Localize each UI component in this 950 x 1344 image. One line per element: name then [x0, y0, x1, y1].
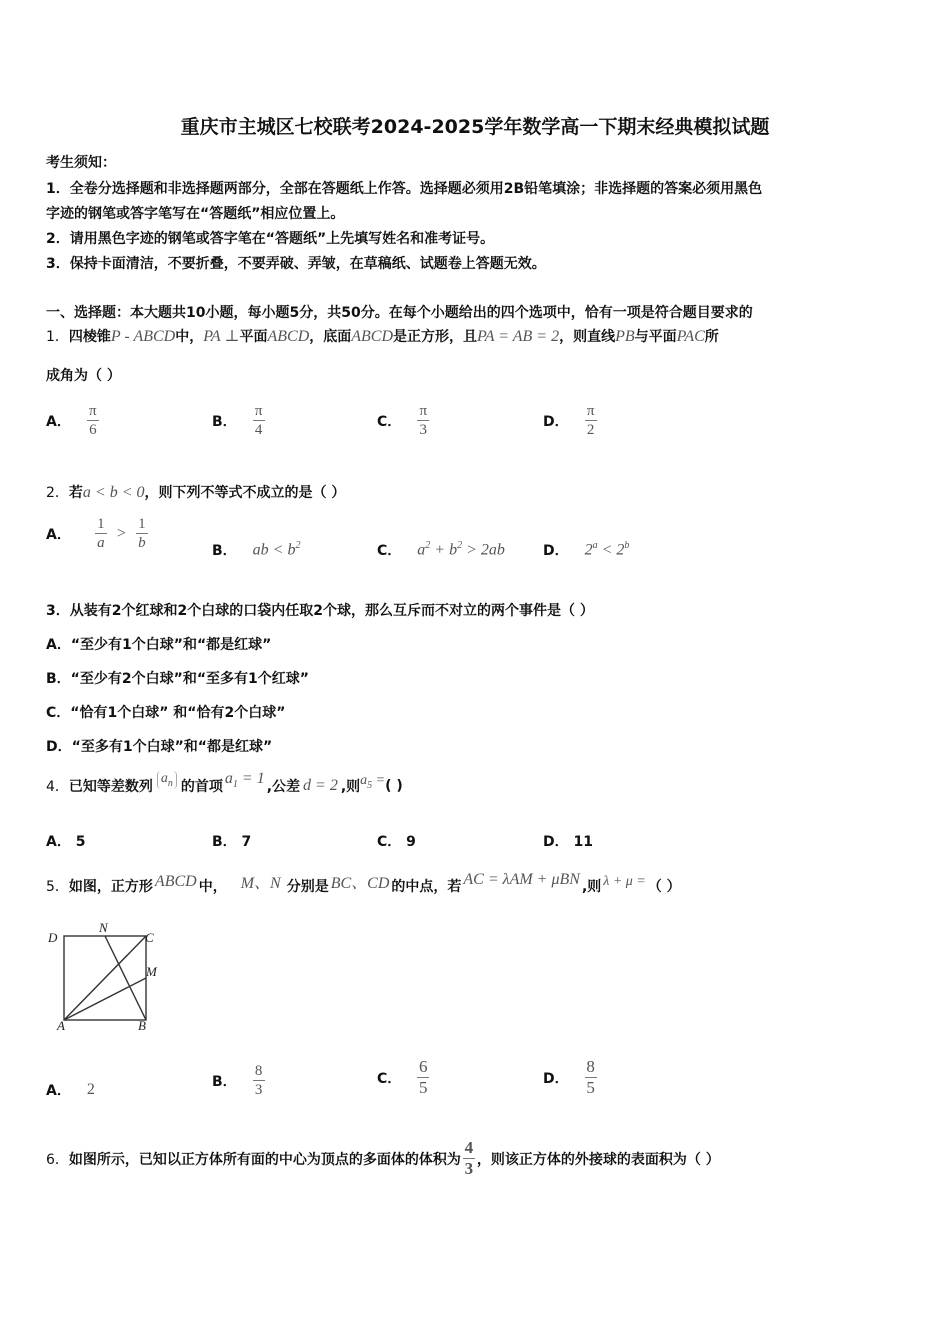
text: 所 — [704, 329, 719, 345]
question-4-option-b[interactable]: B． 7 — [212, 834, 252, 850]
math-base: 2 — [584, 541, 593, 559]
denominator: 3 — [464, 1159, 474, 1178]
text: 平面 — [239, 329, 268, 345]
math — [253, 540, 301, 559]
question-number: 6． — [46, 1151, 69, 1168]
label-n: N — [99, 920, 108, 935]
text: 四棱锥 — [68, 329, 111, 345]
section-heading: 一、选择题：本大题共10小题，每小题5分，共50分。在每个小题给出的四个选项中，恰有一项是符合题目要求的 — [46, 305, 753, 321]
option-label: C． — [377, 543, 402, 559]
numerator: 6 — [419, 1057, 428, 1076]
math-base: a — [224, 770, 233, 787]
text: 如图所示，已知以正方体所有面的中心为顶点的多面体的体积为 — [68, 1151, 461, 1168]
numerator: 8 — [586, 1057, 595, 1076]
math: λ + μ = — [603, 873, 646, 889]
option-label: B． — [212, 543, 237, 559]
sequence-notation — [157, 771, 177, 789]
label-c: C — [145, 930, 154, 945]
math: ABCD — [154, 872, 197, 890]
subscript: 5 — [367, 779, 373, 791]
notice-item-3: 3．保持卡面清洁，不要折叠，不要弄破、弄皱，在草稿纸、试题卷上答题无效。 — [46, 256, 546, 272]
math: BC、CD — [330, 875, 390, 892]
option-label: D． — [543, 413, 569, 430]
math — [585, 540, 630, 559]
option-label: D． — [543, 1070, 569, 1087]
text: ( ) — [385, 778, 403, 795]
question-1-option-d[interactable] — [543, 402, 597, 439]
text: 与平面 — [634, 329, 677, 345]
label-d: D — [48, 930, 58, 945]
numerator: 4 — [464, 1138, 474, 1157]
question-1-option-c[interactable] — [377, 402, 429, 439]
fraction — [417, 402, 429, 439]
text: 分别是 — [286, 878, 329, 895]
text: ，底面 — [309, 329, 352, 345]
text: 中， — [175, 329, 204, 345]
question-number: 4． — [46, 779, 69, 796]
question-2-option-a[interactable] — [46, 515, 148, 552]
fraction — [95, 515, 107, 552]
math-base: = 1 — [237, 770, 265, 787]
question-3-option-c[interactable]: C．“恰有1个白球” 和“恰有2个白球” — [46, 705, 286, 721]
option-label: C． — [377, 413, 402, 430]
notice-item-1-line-1: 1．全卷分选择题和非选择题两部分，全部在答题纸上作答。选择题必须用2B铅笔填涂；非选择题的答案必须用黑色 — [46, 181, 763, 197]
question-3-option-a[interactable]: A．“至少有1个白球”和“都是红球” — [46, 637, 272, 653]
option-label: D． — [543, 543, 569, 559]
notice-item-1-line-2: 字迹的钢笔或答字笔写在“答题纸”相应位置上。 — [46, 206, 345, 222]
option-label: A． — [46, 1083, 71, 1099]
question-6-stem — [46, 1138, 720, 1179]
denominator: 5 — [419, 1078, 428, 1097]
question-number: 5． — [46, 878, 69, 895]
math — [225, 770, 265, 790]
math: PA ⊥ — [203, 328, 240, 345]
subscript: 1 — [232, 779, 238, 791]
fraction — [136, 515, 148, 552]
option-label: A． — [46, 413, 71, 430]
math-base: = — [372, 773, 386, 789]
math-base: ab < b — [252, 541, 296, 559]
notice-heading: 考生须知： — [46, 155, 116, 171]
question-2-option-c[interactable] — [377, 540, 505, 560]
math: PB — [615, 328, 635, 345]
question-4-option-c[interactable]: C． 9 — [377, 834, 416, 850]
math: AC = λAM + μBN — [463, 870, 580, 888]
text: （ ） — [647, 878, 681, 895]
question-number: 1． — [46, 329, 69, 345]
question-5-stem — [46, 870, 681, 897]
exponent: 2 — [457, 540, 463, 552]
page-title: 重庆市主城区七校联考2024-2025学年数学高一下期末经典模拟试题 — [180, 116, 770, 138]
option-label: A． — [46, 526, 71, 543]
question-2-option-d[interactable] — [543, 540, 629, 560]
question-3-option-b[interactable]: B．“至少有2个白球”和“至多有1个红球” — [46, 671, 309, 687]
fraction — [87, 402, 99, 439]
numerator: 1 — [138, 516, 146, 532]
question-2-option-b[interactable] — [212, 540, 300, 560]
denominator: 2 — [586, 422, 595, 438]
math — [360, 773, 385, 791]
text: 的中点，若 — [391, 878, 462, 895]
option-label: C． — [377, 1070, 402, 1087]
math-base: < 2 — [597, 541, 625, 559]
question-3-option-d[interactable]: D．“至多有1个白球”和“都是红球” — [46, 739, 273, 755]
question-1-stem — [46, 326, 719, 346]
text: ，则下列不等式不成立的是（ ） — [144, 485, 346, 501]
text: ，则直线 — [559, 329, 616, 345]
exponent: 2 — [425, 540, 431, 552]
question-5-option-c[interactable] — [377, 1057, 429, 1098]
subscript: n — [167, 777, 173, 789]
question-1-stem-line-2: 成角为（ ） — [46, 368, 121, 384]
question-4-stem — [46, 770, 403, 796]
question-3-stem: 3．从装有2个红球和2个白球的口袋内任取2个球，那么互斥而不对立的两个事件是（ ） — [46, 603, 594, 619]
fraction — [585, 1057, 597, 1098]
math: M、N — [240, 875, 281, 892]
question-2-stem — [46, 482, 345, 502]
segment-ac — [64, 936, 146, 1020]
math-base: a — [360, 773, 368, 789]
option-value: 2 — [86, 1081, 95, 1098]
segment-am — [64, 978, 146, 1020]
math: ABCD — [351, 328, 394, 345]
numerator: π — [254, 403, 263, 419]
text: 若 — [68, 485, 83, 501]
text: 已知等差数列 — [68, 779, 153, 796]
question-5-option-b[interactable] — [212, 1062, 265, 1099]
denominator: b — [138, 535, 146, 551]
math: d = 2 — [303, 777, 338, 795]
denominator: 5 — [586, 1078, 595, 1097]
segment-bn — [105, 936, 146, 1020]
label-m: M — [146, 964, 157, 979]
numerator: 8 — [254, 1063, 263, 1079]
notice-item-2: 2．请用黑色字迹的钢笔或答字笔在“答题纸”上先填写姓名和准考证号。 — [46, 231, 495, 247]
math: PA = AB = 2 — [477, 328, 560, 345]
question-number: 2． — [46, 485, 69, 501]
label-a: A — [57, 1018, 65, 1033]
math-base: > 2ab — [462, 541, 505, 559]
text: ,则 — [340, 779, 361, 796]
text: 如图，正方形 — [68, 878, 153, 895]
option-label: B． — [212, 1073, 237, 1090]
math-base: + b — [430, 541, 458, 559]
operator: > — [116, 524, 126, 542]
denominator: a — [97, 535, 105, 551]
math: ABCD — [267, 328, 310, 345]
numerator: 1 — [97, 516, 105, 532]
math-base: a — [160, 771, 168, 787]
text: 是正方形，且 — [393, 329, 478, 345]
question-4-option-a[interactable]: A． 5 — [46, 834, 86, 850]
text: 中， — [198, 878, 227, 895]
denominator: 3 — [254, 1082, 263, 1098]
fraction — [585, 402, 597, 439]
exponent: b — [624, 540, 630, 552]
text: ,则 — [581, 878, 602, 895]
question-4-option-d[interactable]: D． 11 — [543, 834, 593, 850]
numerator: π — [586, 403, 595, 419]
numerator: π — [89, 403, 97, 419]
text: 的首项 — [180, 779, 223, 796]
exponent: 2 — [295, 540, 301, 552]
denominator: 4 — [254, 422, 263, 438]
text: ，则该正方体的外接球的表面积为（ ） — [476, 1151, 720, 1168]
math — [417, 540, 505, 559]
math: a < b < 0 — [82, 484, 145, 501]
question-1-option-a[interactable] — [46, 402, 99, 439]
question-5-option-a[interactable] — [46, 1080, 95, 1100]
question-5-option-d[interactable] — [543, 1057, 597, 1098]
math: P - ABCD — [110, 328, 176, 345]
fraction — [417, 1057, 429, 1098]
exponent: a — [592, 540, 598, 552]
denominator: 6 — [89, 422, 97, 438]
label-b: B — [138, 1018, 146, 1033]
option-label: B． — [212, 413, 237, 430]
denominator: 3 — [419, 422, 428, 438]
square-figure — [44, 918, 174, 1033]
math-base: a — [417, 541, 426, 559]
text: ,公差 — [266, 779, 301, 796]
fraction — [253, 402, 265, 439]
fraction — [253, 1062, 265, 1099]
question-1-option-b[interactable] — [212, 402, 265, 439]
fraction — [463, 1138, 475, 1179]
numerator: π — [419, 403, 428, 419]
math: PAC — [676, 328, 705, 345]
